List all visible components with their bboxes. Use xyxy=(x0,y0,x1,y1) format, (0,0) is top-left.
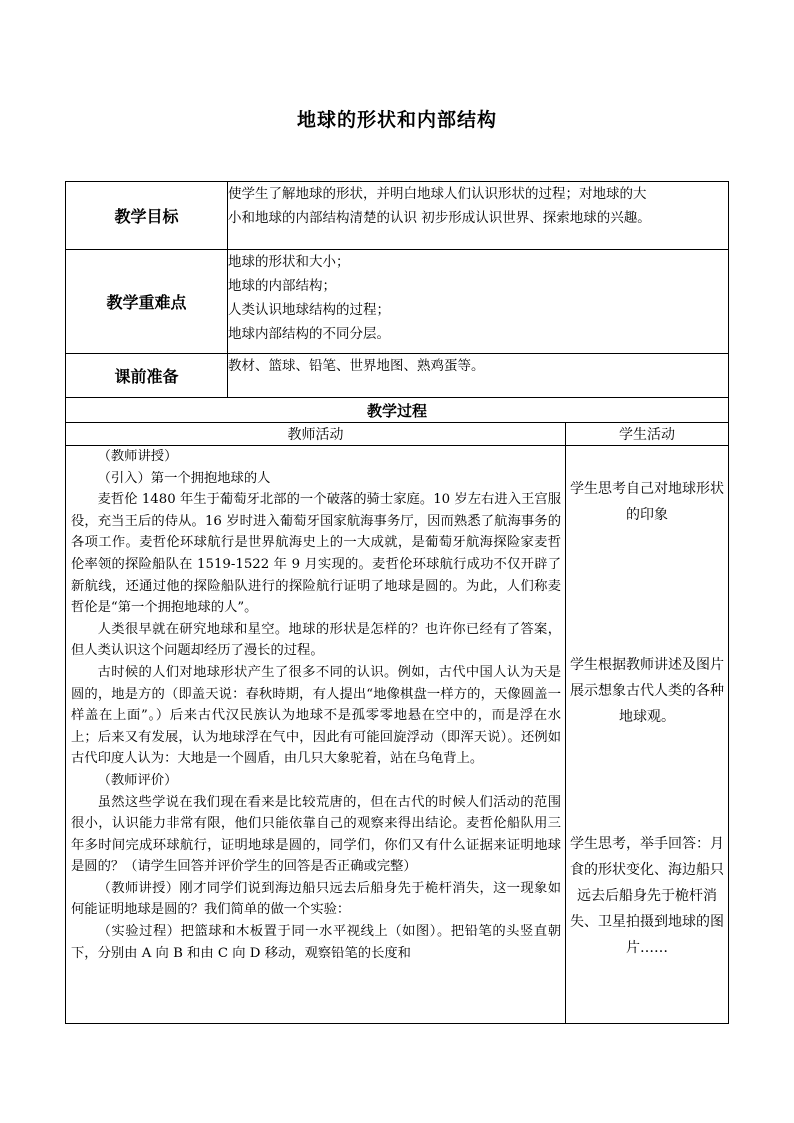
goals-label: 教学目标 xyxy=(66,182,228,250)
goals-line: 使学生了解地球的形状，并明白地球人们认识形状的过程；对地球的大 xyxy=(228,186,647,202)
student-activity-text xyxy=(566,446,728,1023)
teacher-paragraph: （实验过程）把篮球和木板置于同一水平视线上（如图）。把铅笔的头竖直朝下，分别由 A 向 B 和由 C 向 D 移动，观察铅笔的长度和 xyxy=(71,924,561,961)
process-heading: 教学过程 xyxy=(66,398,729,423)
page-title: 地球的形状和内部结构 xyxy=(296,109,497,131)
prep-row xyxy=(66,354,729,398)
teacher-paragraph: 虽然这些学说在我们现在看来是比较荒唐的，但在古代的时候人们活动的范围很小，认识能力非常有限，他们只能依靠自己的观察来得出结论。麦哲伦船队用三年多时间完成环球航行，证明地球是圆的，同学们，你们又有什么证据来证明地球是圆的？（请学生回答并评价学生的回答是否正确或完整） xyxy=(71,794,561,875)
teacher-paragraph: （引入）第一个拥抱地球的人 xyxy=(97,470,271,486)
teacher-activity-cell xyxy=(66,446,566,1024)
prep-label: 课前准备 xyxy=(66,354,228,398)
teacher-paragraph: （教师评价） xyxy=(97,772,178,788)
teacher-activity-header: 教师活动 xyxy=(66,423,566,446)
goals-content xyxy=(228,182,729,250)
key-point-line: 地球的形状和大小； xyxy=(228,254,350,270)
student-activity-header: 学生活动 xyxy=(566,423,729,446)
key-point-line: 地球内部结构的不同分层。 xyxy=(228,326,390,342)
goals-row xyxy=(66,182,729,250)
student-activity-cell xyxy=(566,446,729,1024)
student-activity-block: 学生思考自己对地球形状的印象 xyxy=(570,481,724,523)
process-header-row xyxy=(66,423,729,446)
teacher-paragraph: 麦哲伦 1480 年生于葡萄牙北部的一个破落的骑士家庭。10 岁左右进入王宫服役，充当王后的侍从。16 岁时进入葡萄牙国家航海事务厅，因而熟悉了航海事务的各项工作。麦哲伦环球航行是世界航海史上的一大成就，是葡萄牙航海探险家麦哲伦率领的探险船队在 1519-1522 年 9 月实现的。麦哲伦环球航行成功不仅开辟了新航线，还通过他的探险船队进行的探险航行证明了地球是圆的。为此，人们称麦哲伦是“第一个拥抱地球的人”。 xyxy=(71,492,561,616)
key-point-line: 人类认识地球结构的过程； xyxy=(228,302,390,318)
process-content-row xyxy=(66,446,729,1024)
key-points-row xyxy=(66,250,729,354)
prep-content xyxy=(228,354,729,398)
teacher-activity-text xyxy=(66,446,565,1023)
lesson-plan-table xyxy=(65,181,729,1024)
student-activity-block: 学生思考，举手回答：月食的形状变化、海边船只远去后船身先于桅杆消失、卫星拍摄到地球的图片…… xyxy=(570,836,724,956)
teacher-paragraph: 古时候的人们对地球形状产生了很多不同的认识。例如，古代中国人认为天是圆的，地是方的（即盖天说：春秋時期，有人提出“地像棋盘一样方的，天像圆盖一样盖在上面”。）后来古代汉民族认为地球不是孤零零地悬在空中的，而是浮在水上；后来又有发展，认为地球浮在气中，因此有可能回旋浮动（即浑天说）。还例如古代印度人认为：大地是一个圆盾，由几只大象驼着，站在乌龟背上。 xyxy=(71,664,561,767)
process-heading-row xyxy=(66,398,729,423)
key-points-label: 教学重难点 xyxy=(66,250,228,354)
teacher-paragraph: （教师讲授） xyxy=(97,449,178,464)
student-activity-block: 学生根据教师讲述及图片展示想象古代人类的各种地球观。 xyxy=(570,657,724,725)
key-points-content xyxy=(228,250,729,354)
teacher-paragraph: （教师讲授）刚才同学们说到海边船只远去后船身先于桅杆消失，这一现象如何能证明地球是圆的？我们简单的做一个实验： xyxy=(71,880,561,918)
goals-line: 小和地球的内部结构清楚的认识 初步形成认识世界、探索地球的兴趣。 xyxy=(228,210,651,226)
teacher-paragraph: 人类很早就在研究地球和星空。地球的形状是怎样的？也许你已经有了答案，但人类认识这个问题却经历了漫长的过程。 xyxy=(71,621,561,659)
prep-line: 教材、篮球、铅笔、世界地图、熟鸡蛋等。 xyxy=(228,358,485,374)
key-point-line: 地球的内部结构； xyxy=(228,278,336,294)
